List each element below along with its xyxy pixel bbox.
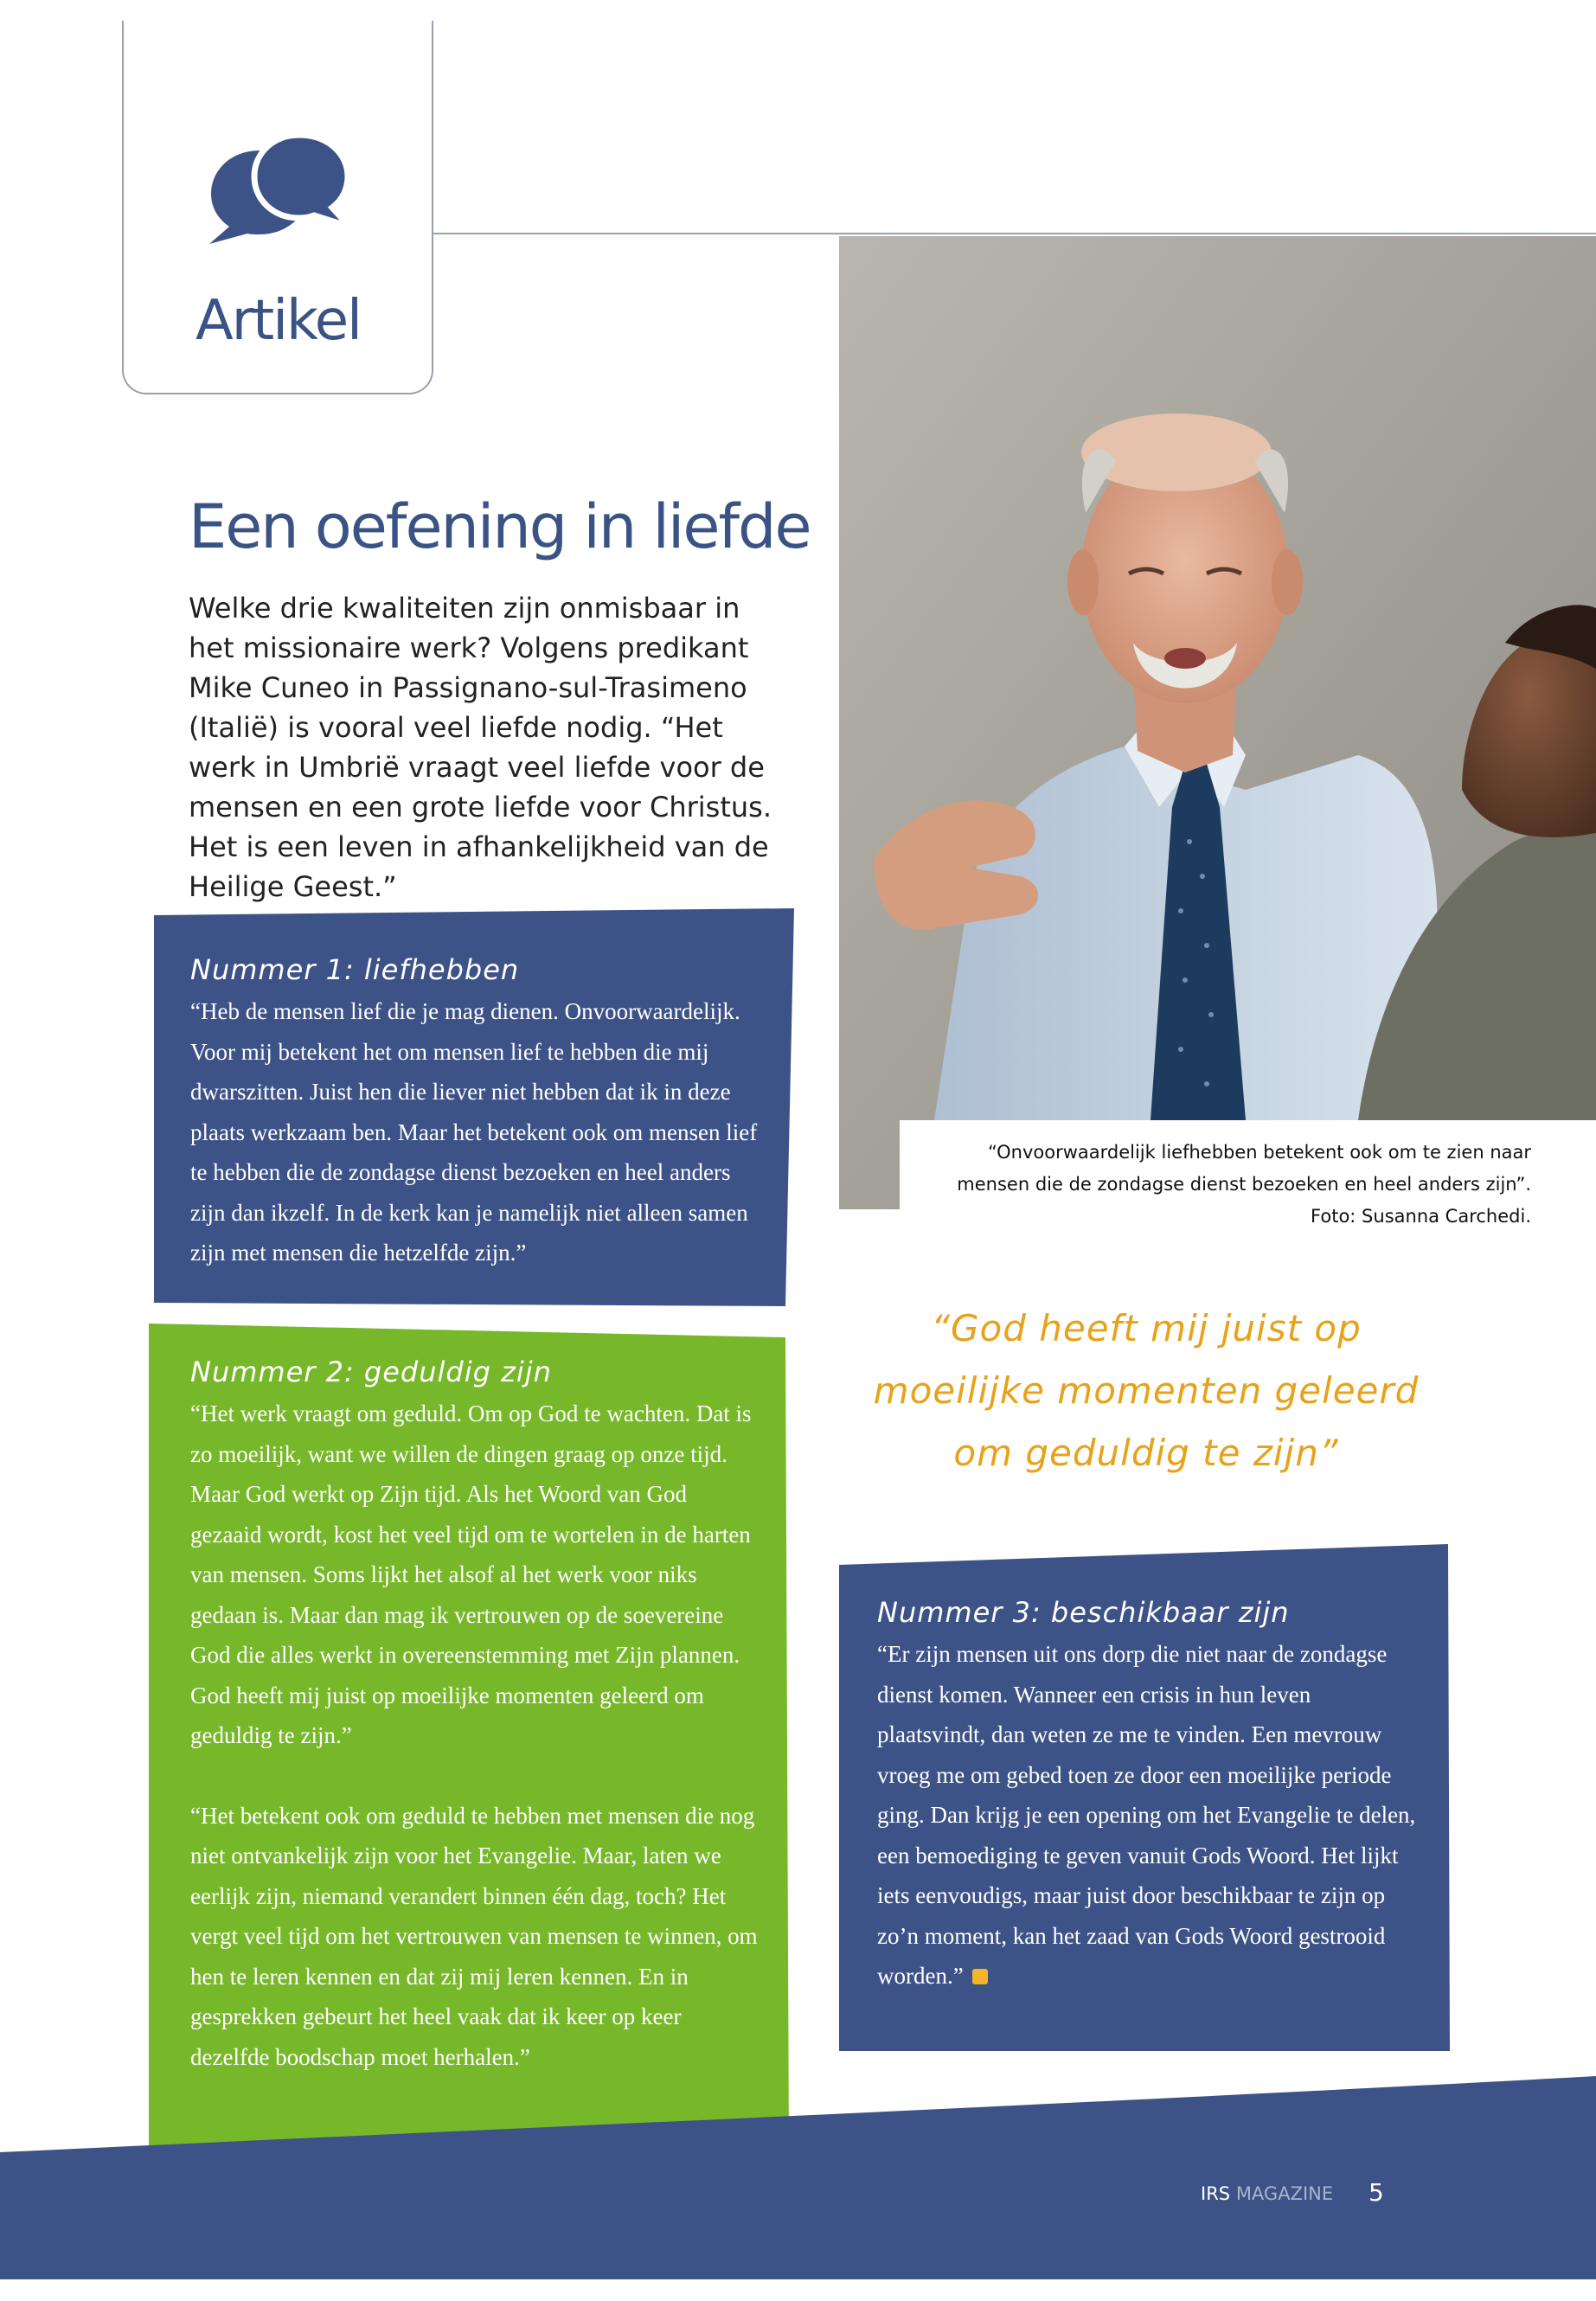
section-3 xyxy=(877,1596,1422,1997)
header-rule xyxy=(433,233,1596,234)
footer-brand-bold: IRS xyxy=(1201,2183,1231,2204)
section-1 xyxy=(190,953,761,1273)
section-2-paragraph: “Het werk vraagt om geduld. Om op God te wachten. Dat is zo moeilijk, want we willen de dingen graag op onze tijd. Maar God werkt op Zijn tijd. Als het Woord van God gezaaid wordt, kost het veel tijd om te wortelen in de harten van mensen. Soms lijkt het alsof al het werk voor niks gedaan is. Maar dan mag ik vertrouwen op de soevereine God die alles werkt in overeenstemming met Zijn plannen. God heeft mij juist op moeilijke momenten geleerd om geduldig te zijn.” xyxy=(190,1400,752,1748)
portrait-photo xyxy=(839,236,1596,1209)
section-2 xyxy=(190,1356,761,2077)
footer-band xyxy=(0,2076,1596,2301)
article-title: Een oefening in liefde xyxy=(189,491,811,562)
footer-brand-light: MAGAZINE xyxy=(1235,2183,1334,2204)
section-2-paragraph: “Het betekent ook om geduld te hebben met mensen die nog niet ontvankelijk zijn voor het Evangelie. Maar, laten we eerlijk zijn, niemand verandert binnen één dag, toch? Het vergt veel tijd om het vertrouwen van mensen te winnen, om hen te leren kennen en dat zij mij leren kennen. En in gesprekken gebeurt het heel vaak dat ik keer op keer dezelfde boodschap moet herhalen.” xyxy=(190,1802,758,2070)
section-1-heading: Nummer 1: liefhebben xyxy=(190,953,520,986)
photo-caption xyxy=(917,1137,1531,1233)
section-3-paragraph xyxy=(877,1634,1422,1997)
footer-brand xyxy=(1201,2183,1333,2204)
section-1-paragraph: “Heb de mensen lief die je mag dienen. Onvoorwaardelijk. Voor mij betekent het om mensen lief te hebben die mij dwarszitten. Juist hen die liever niet hebben dat ik in deze plaats werkzaam ben. Maar het betekent ook om mensen lief te hebben die de zondagse dienst bezoeken en heel anders zijn dan ikzelf. In de kerk kan je namelijk niet alleen samen zijn met mensen die hetzelfde zijn.” xyxy=(190,998,758,1266)
section-2-heading: Nummer 2: geduldig zijn xyxy=(190,1356,552,1388)
section-label: Artikel xyxy=(195,289,361,353)
end-of-article-mark xyxy=(972,1969,988,1984)
article-intro xyxy=(189,588,794,907)
caption-line: “Onvoorwaardelijk liefhebben betekent ook om te zien naar xyxy=(987,1142,1531,1163)
caption-line: Foto: Susanna Carchedi. xyxy=(1311,1206,1531,1227)
section-3-heading: Nummer 3: beschikbaar zijn xyxy=(877,1596,1290,1629)
pull-quote: “God heeft mij juist op moeilijke momenten geleerd om geduldig te zijn” xyxy=(873,1307,1420,1474)
speech-bubbles-icon xyxy=(206,131,353,247)
section-3-text: “Er zijn mensen uit ons dorp die niet naar de zondagse dienst komen. Wanneer een crisis in hun leven plaatsvindt, dan weten ze me te vinden. Een mevrouw vroeg me om gebed toen ze door een moeilijke periode ging. Dan krijg je een opening om het Evangelie te delen, een bemoediging te geven vanuit Gods Woord. Het lijkt iets eenvoudigs, maar juist door beschikbaar te zijn op zo’n moment, kan het zaad van Gods Woord gestrooid worden.” xyxy=(877,1641,1416,1989)
page-number: 5 xyxy=(1368,2178,1384,2207)
intro-paragraph: Welke drie kwaliteiten zijn onmisbaar in het missionaire werk? Volgens predikant Mike Cuneo in Passignano-sul-Trasimeno (Italië) is vooral veel liefde nodig. “Het werk in Umbrië vraagt veel liefde voor de mensen en een grote liefde voor Christus. Het is een leven in afhankelijkheid van de Heilige Geest.” xyxy=(189,592,772,903)
caption-line: mensen die de zondagse dienst bezoeken en heel anders zijn”. xyxy=(957,1174,1531,1195)
